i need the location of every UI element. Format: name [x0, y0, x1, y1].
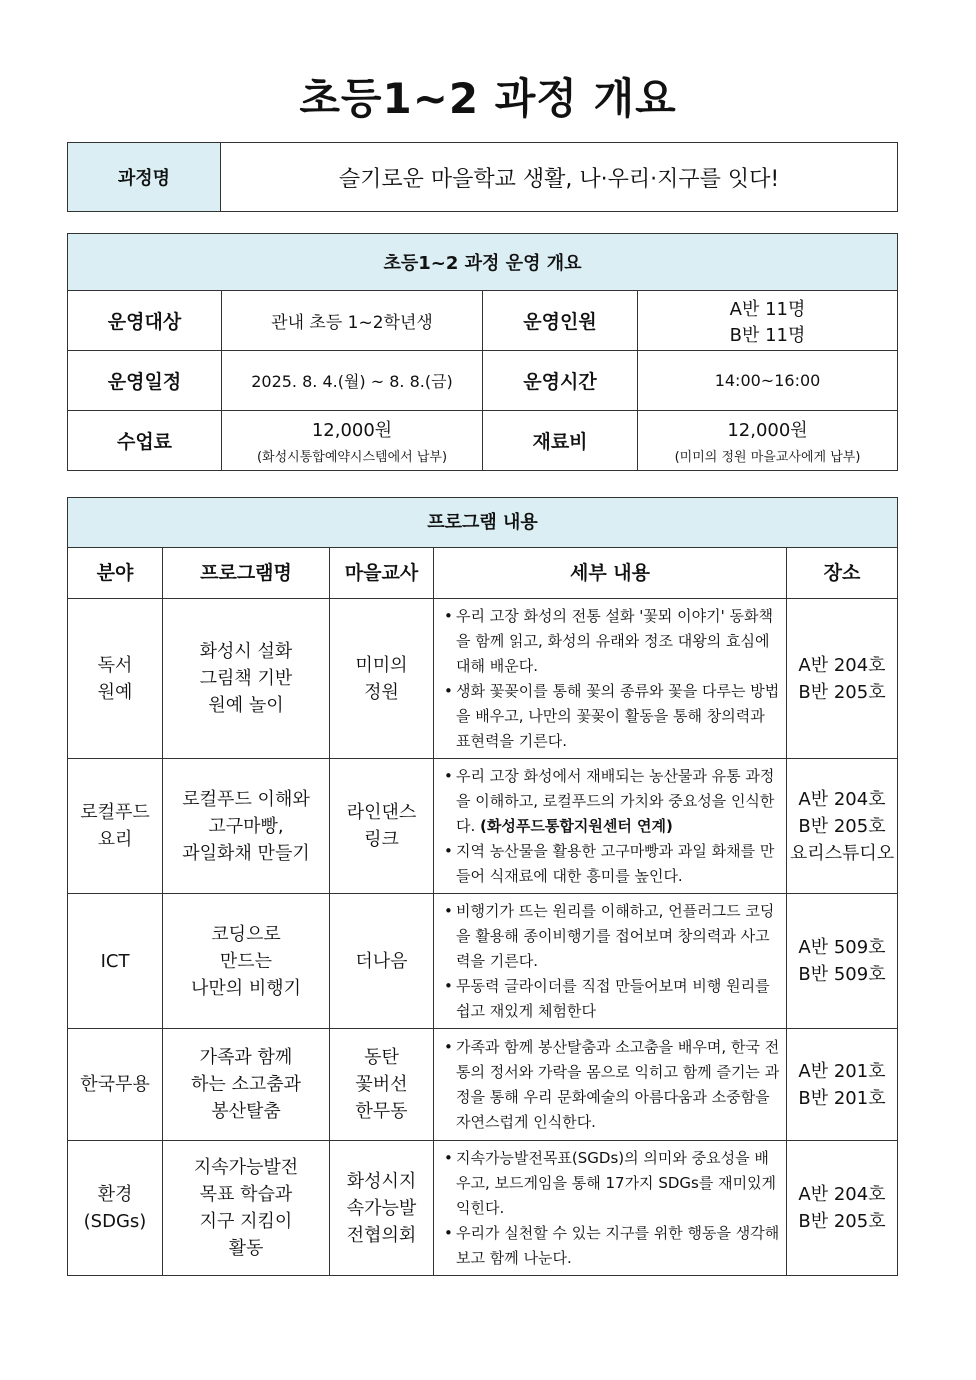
course-label: 과정명: [68, 143, 221, 212]
people-b: B반 11명: [729, 324, 806, 346]
tuition-cell: [222, 411, 483, 471]
field-cell: 독서 원예: [68, 599, 163, 759]
operation-header: 초등1~2 과정 운영 개요: [68, 234, 898, 291]
program-name-cell: 코딩으로 만드는 나만의 비행기: [163, 894, 330, 1029]
target-value: 관내 초등 1~2학년생: [222, 291, 483, 351]
column-header: 분야: [68, 548, 163, 599]
course-name: 슬기로운 마을학교 생활, 나·우리·지구를 잇다!: [221, 143, 898, 212]
program-name-cell: 로컬푸드 이해와 고구마빵, 과일화채 만들기: [163, 759, 330, 894]
field-cell: 환경 (SDGs): [68, 1141, 163, 1276]
detail-item: • 우리가 실천할 수 있는 지구를 위한 행동을 생각해보고 함께 나눈다.: [444, 1221, 780, 1271]
column-header: 프로그램명: [163, 548, 330, 599]
column-header: 세부 내용: [434, 548, 787, 599]
detail-cell: [434, 1141, 787, 1276]
table-row: [68, 599, 898, 759]
tuition-label: 수업료: [68, 411, 222, 471]
column-header: 마을교사: [330, 548, 434, 599]
table-row: [68, 759, 898, 894]
detail-cell: [434, 894, 787, 1029]
people-a: A반 11명: [729, 298, 806, 320]
material-cell: [638, 411, 898, 471]
detail-cell: [434, 1029, 787, 1141]
place-cell: A반 201호 B반 201호: [787, 1029, 898, 1141]
teacher-cell: 동탄 꽃버선 한무동: [330, 1029, 434, 1141]
detail-item: • 지역 농산물을 활용한 고구마빵과 과일 화채를 만들어 식재료에 대한 흥미를 높인다.: [444, 839, 780, 889]
program-table: [67, 497, 898, 1276]
operation-overview-table: [67, 233, 898, 471]
place-cell: A반 204호 B반 205호: [787, 599, 898, 759]
teacher-cell: 미미의 정원: [330, 599, 434, 759]
field-cell: 로컬푸드 요리: [68, 759, 163, 894]
material-label: 재료비: [483, 411, 638, 471]
detail-item: • 우리 고장 화성의 전통 설화 '꽃뫼 이야기' 동화책을 함께 읽고, 화성의 유래와 정조 대왕의 효심에 대해 배운다.: [444, 604, 780, 679]
schedule-value: 2025. 8. 4.(월) ~ 8. 8.(금): [222, 351, 483, 411]
tuition-value: 12,000원: [311, 420, 393, 441]
detail-cell: [434, 599, 787, 759]
schedule-label: 운영일정: [68, 351, 222, 411]
table-row: [68, 894, 898, 1029]
teacher-cell: 화성시지 속가능발 전협의회: [330, 1141, 434, 1276]
detail-item: • 무동력 글라이더를 직접 만들어보며 비행 원리를 쉽고 재있게 체험한다: [444, 974, 780, 1024]
place-cell: A반 509호 B반 509호: [787, 894, 898, 1029]
program-name-cell: 지속가능발전 목표 학습과 지구 지킴이 활동: [163, 1141, 330, 1276]
teacher-cell: 더나음: [330, 894, 434, 1029]
detail-item: • 우리 고장 화성에서 재배되는 농산물과 유통 과정을 이해하고, 로컬푸드의 가치와 중요성을 인식한다. (화성푸드통합지원센터 연계): [444, 764, 780, 839]
place-cell: A반 204호 B반 205호 요리스튜디오: [787, 759, 898, 894]
program-name-cell: 가족과 함께 하는 소고춤과 봉산탈춤: [163, 1029, 330, 1141]
detail-item: • 비행기가 뜨는 원리를 이해하고, 언플러그드 코딩을 활용해 종이비행기를 접어보며 창의력과 사고력을 기른다.: [444, 899, 780, 974]
material-note: (미미의 정원 마을교사에게 납부): [674, 450, 861, 465]
detail-item: • 지속가능발전목표(SGDs)의 의미와 중요성을 배우고, 보드게임을 통해 17가지 SDGs를 재미있게 익힌다.: [444, 1146, 780, 1221]
place-cell: A반 204호 B반 205호: [787, 1141, 898, 1276]
tuition-note: (화성시통합예약시스템에서 납부): [256, 450, 448, 465]
field-cell: 한국무용: [68, 1029, 163, 1141]
table-row: [68, 1029, 898, 1141]
detail-strong: (화성푸드통합지원센터 연계): [480, 816, 673, 835]
column-header: 장소: [787, 548, 898, 599]
detail-item: • 생화 꽃꽂이를 통해 꽃의 종류와 꽃을 다루는 방법을 배우고, 나만의 꽃꽂이 활동을 통해 창의력과 표현력을 기른다.: [444, 679, 780, 754]
people-value: [638, 291, 898, 351]
course-name-table: [67, 142, 898, 212]
detail-cell: [434, 759, 787, 894]
teacher-cell: 라인댄스 링크: [330, 759, 434, 894]
table-row: [68, 1141, 898, 1276]
people-label: 운영인원: [483, 291, 638, 351]
detail-item: • 가족과 함께 봉산탈춤과 소고춤을 배우며, 한국 전통의 정서와 가락을 몸으로 익히고 함께 즐기는 과정을 통해 우리 문화예술의 아름다움과 소중함을 자연스럽게 인식한다.: [444, 1035, 780, 1135]
time-value: 14:00~16:00: [638, 351, 898, 411]
field-cell: ICT: [68, 894, 163, 1029]
page-title: 초등1~2 과정 개요: [299, 74, 677, 123]
program-header: 프로그램 내용: [68, 498, 898, 548]
time-label: 운영시간: [483, 351, 638, 411]
target-label: 운영대상: [68, 291, 222, 351]
program-name-cell: 화성시 설화 그림책 기반 원예 놀이: [163, 599, 330, 759]
material-value: 12,000원: [727, 420, 808, 441]
